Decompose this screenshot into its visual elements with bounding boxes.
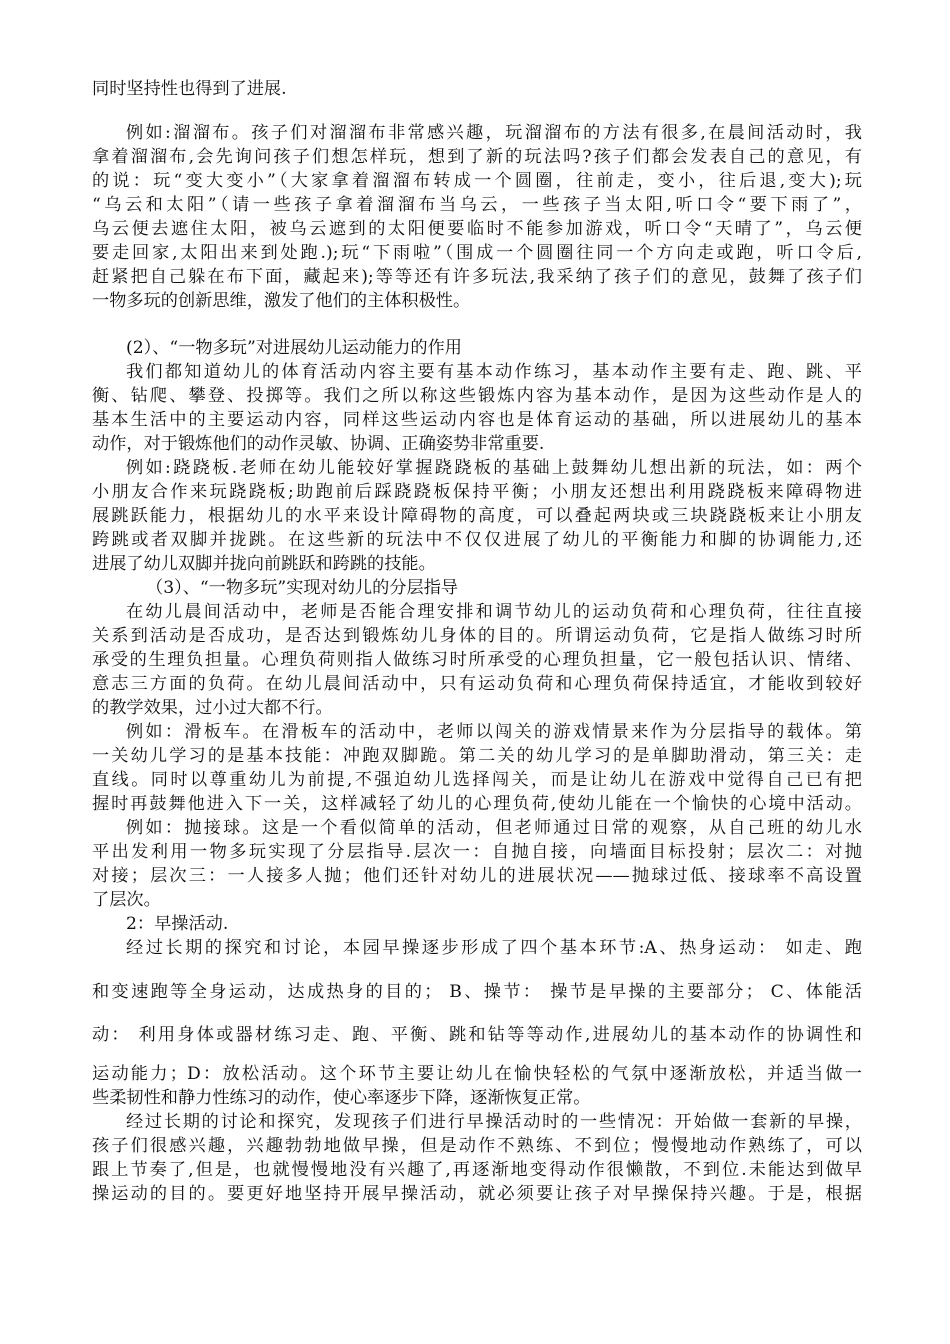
text-line: 基本生活中的主要运动内容，同样这些运动内容也是体育运动的基础，所以进展幼儿的基本 [92, 410, 862, 430]
text-line: 一关幼儿学习的是基本技能：冲跑双脚跪。第二关的幼儿学习的是单脚助滑动，第三关：走 [92, 746, 862, 766]
text-line: 赶紧把自己躲在布下面，藏起来);等等还有许多玩法,我采纳了孩子们的意见，鼓舞了孩子们 [92, 267, 862, 287]
section-heading: 2：早操活动. [126, 914, 229, 934]
text-line: 乌云便去遮住太阳，被乌云遮到的太阳便要临时不能参加游戏，听口令“天晴了”，乌云便 [92, 219, 862, 239]
text-line: 握时再鼓舞他进入下一关，这样减轻了幼儿的心理负荷,使幼儿能在一个愉快的心境中活动。 [92, 794, 862, 814]
text-line: 要走回家,太阳出来到处跑.);玩“下雨啦”（围成一个圆圈往同一个方向走或跑，听口令后, [92, 243, 862, 263]
text-line: 运动能力；D：放松活动。这个环节主要让幼儿在愉快轻松的气氛中逐渐放松，并适当做一 [92, 1064, 862, 1084]
text-line: 了层次。 [92, 890, 161, 910]
text-line: 操运动的目的。要更好地坚持开展早操活动，就必须要让孩子对早操保持兴趣。于是，根据 [92, 1184, 862, 1204]
section-heading: （3）、“一物多玩”实现对幼儿的分层指导 [146, 578, 459, 598]
text-line: 承受的生理负担量。心理负荷则指人做练习时所承受的心理负担量，它一般包括认识、情绪、 [92, 650, 862, 670]
text-line: “乌云和太阳”（请一些孩子拿着溜溜布当乌云，一些孩子当太阳,听口令“要下雨了”， [92, 195, 862, 215]
text-line: 关系到活动是否成功，是否达到锻炼幼儿身体的目的。所谓运动负荷，它是指人做练习时所 [92, 626, 862, 646]
text-line: 动作，对于锻炼他们的动作灵敏、协调、正确姿势非常重要. [92, 434, 545, 454]
text-line: 经过长期的讨论和探究，发现孩子们进行早操活动时的一些情况：开始做一套新的早操， [126, 1112, 862, 1132]
text-line: 跟上节奏了,但是，也就慢慢地没有兴趣了,再逐渐地变得动作很懒散，不到位.未能达到做早 [92, 1160, 862, 1180]
text-line: 进展了幼儿双脚并拢向前跳跃和跨跳的技能。 [92, 554, 436, 574]
text-line: 对接；层次三：一人接多人抛；他们还针对幼儿的进展状况——抛球过低、接球率不高设置 [92, 866, 862, 886]
text-line: 跨跳或者双脚并拢跳。在这些新的玩法中不仅仅进展了幼儿的平衡能力和脚的协调能力,还 [92, 530, 862, 550]
text-line: 例如：滑板车。在滑板车的活动中，老师以闯关的游戏情景来作为分层指导的载体。第 [126, 722, 862, 742]
text-line: 拿着溜溜布,会先询问孩子们想怎样玩，想到了新的玩法吗?孩子们都会发表自己的意见，有 [92, 147, 862, 167]
text-line: 动： 利用身体或器材练习走、跑、平衡、跳和钻等等动作,进展幼儿的基本动作的协调性和 [92, 1025, 862, 1045]
text-line: 小朋友合作来玩跷跷板;助跑前后踩跷跷板保持平衡；小朋友还想出利用跷跷板来障碍物进 [92, 482, 862, 502]
text-line: 在幼儿晨间活动中，老师是否能合理安排和调节幼儿的运动负荷和心理负荷，往往直接 [126, 602, 862, 622]
text-line: 直线。同时以尊重幼儿为前提,不强迫幼儿选择闯关，而是让幼儿在游戏中觉得自己已有把 [92, 770, 862, 790]
text-line: 的教学效果，过小过大都不行。 [92, 698, 333, 718]
text-line: 例如:跷跷板.老师在幼儿能较好掌握跷跷板的基础上鼓舞幼儿想出新的玩法，如：两个 [126, 458, 862, 478]
text-line: 的说：玩“变大变小”（大家拿着溜溜布转成一个圆圈，往前走，变小，往后退,变大);玩 [92, 171, 862, 191]
text-line: 一物多玩的创新思维，激发了他们的主体积极性。 [92, 291, 471, 311]
text-line: 些柔韧性和静力性练习的动作，使心率逐步下降，逐渐恢复正常。 [92, 1088, 591, 1108]
text-line: 经过长期的探究和讨论，本园早操逐步形成了四个基本环节:A、热身运动： 如走、跑 [126, 938, 862, 958]
text-line: 例如：抛接球。这是一个看似简单的活动，但老师通过日常的观察，从自己班的幼儿水 [126, 818, 862, 838]
section-heading: (2）、“一物多玩”对进展幼儿运动能力的作用 [126, 338, 462, 358]
text-line: 意志三方面的负荷。在幼儿晨间活动中，只有运动负荷和心理负荷保持适宜，才能收到较好 [92, 674, 862, 694]
text-line: 平出发利用一物多玩实现了分层指导.层次一：自抛自接，向墙面目标投射；层次二：对抛 [92, 842, 862, 862]
text-line: 例如:溜溜布。孩子们对溜溜布非常感兴趣，玩溜溜布的方法有很多,在晨间活动时，我 [126, 123, 862, 143]
text-line: 我们都知道幼儿的体育活动内容主要有基本动作练习，基本动作主要有走、跑、跳、平 [126, 362, 862, 382]
text-line: 展跳跃能力，根据幼儿的水平来设计障碍物的高度，可以叠起两块或三块跷跷板来让小朋友 [92, 506, 862, 526]
text-line: 衡、钻爬、攀登、投掷等。我们之所以称这些锻炼内容为基本动作，是因为这些动作是人的 [92, 386, 862, 406]
text-line: 和变速跑等全身运动，达成热身的目的； B、操节： 操节是早操的主要部分； C、体能活 [92, 982, 862, 1002]
text-line: 同时坚持性也得到了进展. [92, 79, 287, 99]
text-line: 孩子们很感兴趣，兴趣勃勃地做早操，但是动作不熟练、不到位；慢慢地动作熟练了，可以 [92, 1136, 862, 1156]
